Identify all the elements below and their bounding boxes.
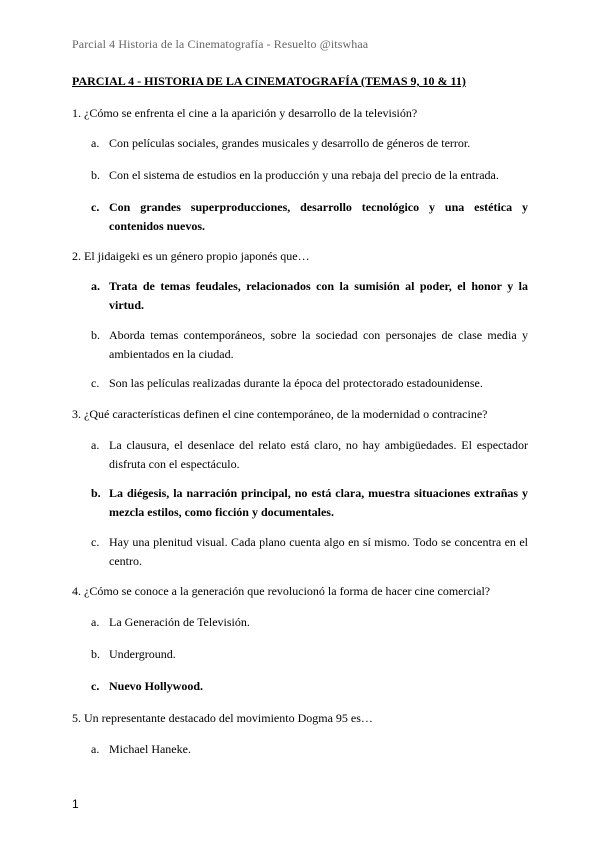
question-4: 4. ¿Cómo se conoce a la generación que revolucionó la forma de hacer cine comercial?	[72, 584, 491, 598]
option-letter: b.	[91, 168, 100, 182]
question-4-option-a	[91, 613, 528, 632]
question-5: 5. Un representante destacado del movimiento Dogma 95 es…	[72, 711, 373, 725]
question-1: 1. ¿Cómo se enfrenta el cine a la aparición y desarrollo de la televisión?	[72, 106, 418, 120]
option-text: Nuevo Hollywood.	[109, 679, 204, 693]
option-letter: a.	[91, 742, 100, 756]
option-text: Con el sistema de estudios en la producción y una rebaja del precio de la entrada.	[109, 168, 499, 182]
question-2-option-c	[91, 374, 528, 393]
option-text: La diégesis, la narración principal, no está clara, muestra situaciones extrañas y mezcla estilos, como ficción y documentales.	[109, 486, 528, 519]
option-letter: b.	[91, 647, 100, 661]
option-letter: c.	[91, 376, 100, 390]
option-letter: a.	[91, 438, 100, 452]
question-3-option-b-correct	[91, 484, 528, 522]
option-text: Michael Haneke.	[109, 742, 191, 756]
question-4-option-b	[91, 645, 528, 664]
question-3-option-a	[91, 436, 528, 474]
option-letter: c.	[91, 679, 100, 693]
option-text: Con grandes superproducciones, desarrollo tecnológico y una estética y contenidos nuevos.	[109, 200, 528, 233]
question-4-option-c-correct	[91, 677, 528, 696]
option-text: Aborda temas contemporáneos, sobre la sociedad con personajes de clase media y ambientados en la ciudad.	[109, 328, 528, 361]
option-text: La clausura, el desenlace del relato está claro, no hay ambigüedades. El espectador disfruta con el espectáculo.	[109, 438, 528, 471]
option-letter: b.	[91, 328, 100, 342]
option-text: Con películas sociales, grandes musicales y desarrollo de géneros de terror.	[109, 136, 471, 150]
question-2-option-b	[91, 326, 528, 364]
option-letter: c.	[91, 200, 100, 214]
option-text: Son las películas realizadas durante la época del protectorado estadounidense.	[109, 376, 483, 390]
option-letter: c.	[91, 535, 100, 549]
question-3-option-c	[91, 533, 528, 571]
page-header: Parcial 4 Historia de la Cinematografía - Resuelto @itswhaa	[72, 37, 369, 51]
question-1-option-a	[91, 134, 528, 153]
option-letter: a.	[91, 615, 100, 629]
question-3: 3. ¿Qué características definen el cine contemporáneo, de la modernidad o contracine?	[72, 407, 488, 421]
option-letter: a.	[91, 279, 100, 293]
question-1-option-b	[91, 166, 528, 185]
option-text: Trata de temas feudales, relacionados con la sumisión al poder, el honor y la virtud.	[109, 279, 528, 312]
question-5-option-a	[91, 740, 528, 759]
option-text: Underground.	[109, 647, 176, 661]
page-number: 1	[72, 797, 79, 811]
question-2-option-a-correct	[91, 277, 528, 315]
question-1-option-c-correct	[91, 198, 528, 236]
document-title: PARCIAL 4 - HISTORIA DE LA CINEMATOGRAFÍA (TEMAS 9, 10 & 11)	[72, 74, 466, 88]
option-letter: b.	[91, 486, 101, 500]
option-letter: a.	[91, 136, 100, 150]
option-text: Hay una plenitud visual. Cada plano cuenta algo en sí mismo. Todo se concentra en el centro.	[109, 535, 528, 568]
option-text: La Generación de Televisión.	[109, 615, 250, 629]
question-2: 2. El jidaigeki es un género propio japonés que…	[72, 249, 310, 263]
